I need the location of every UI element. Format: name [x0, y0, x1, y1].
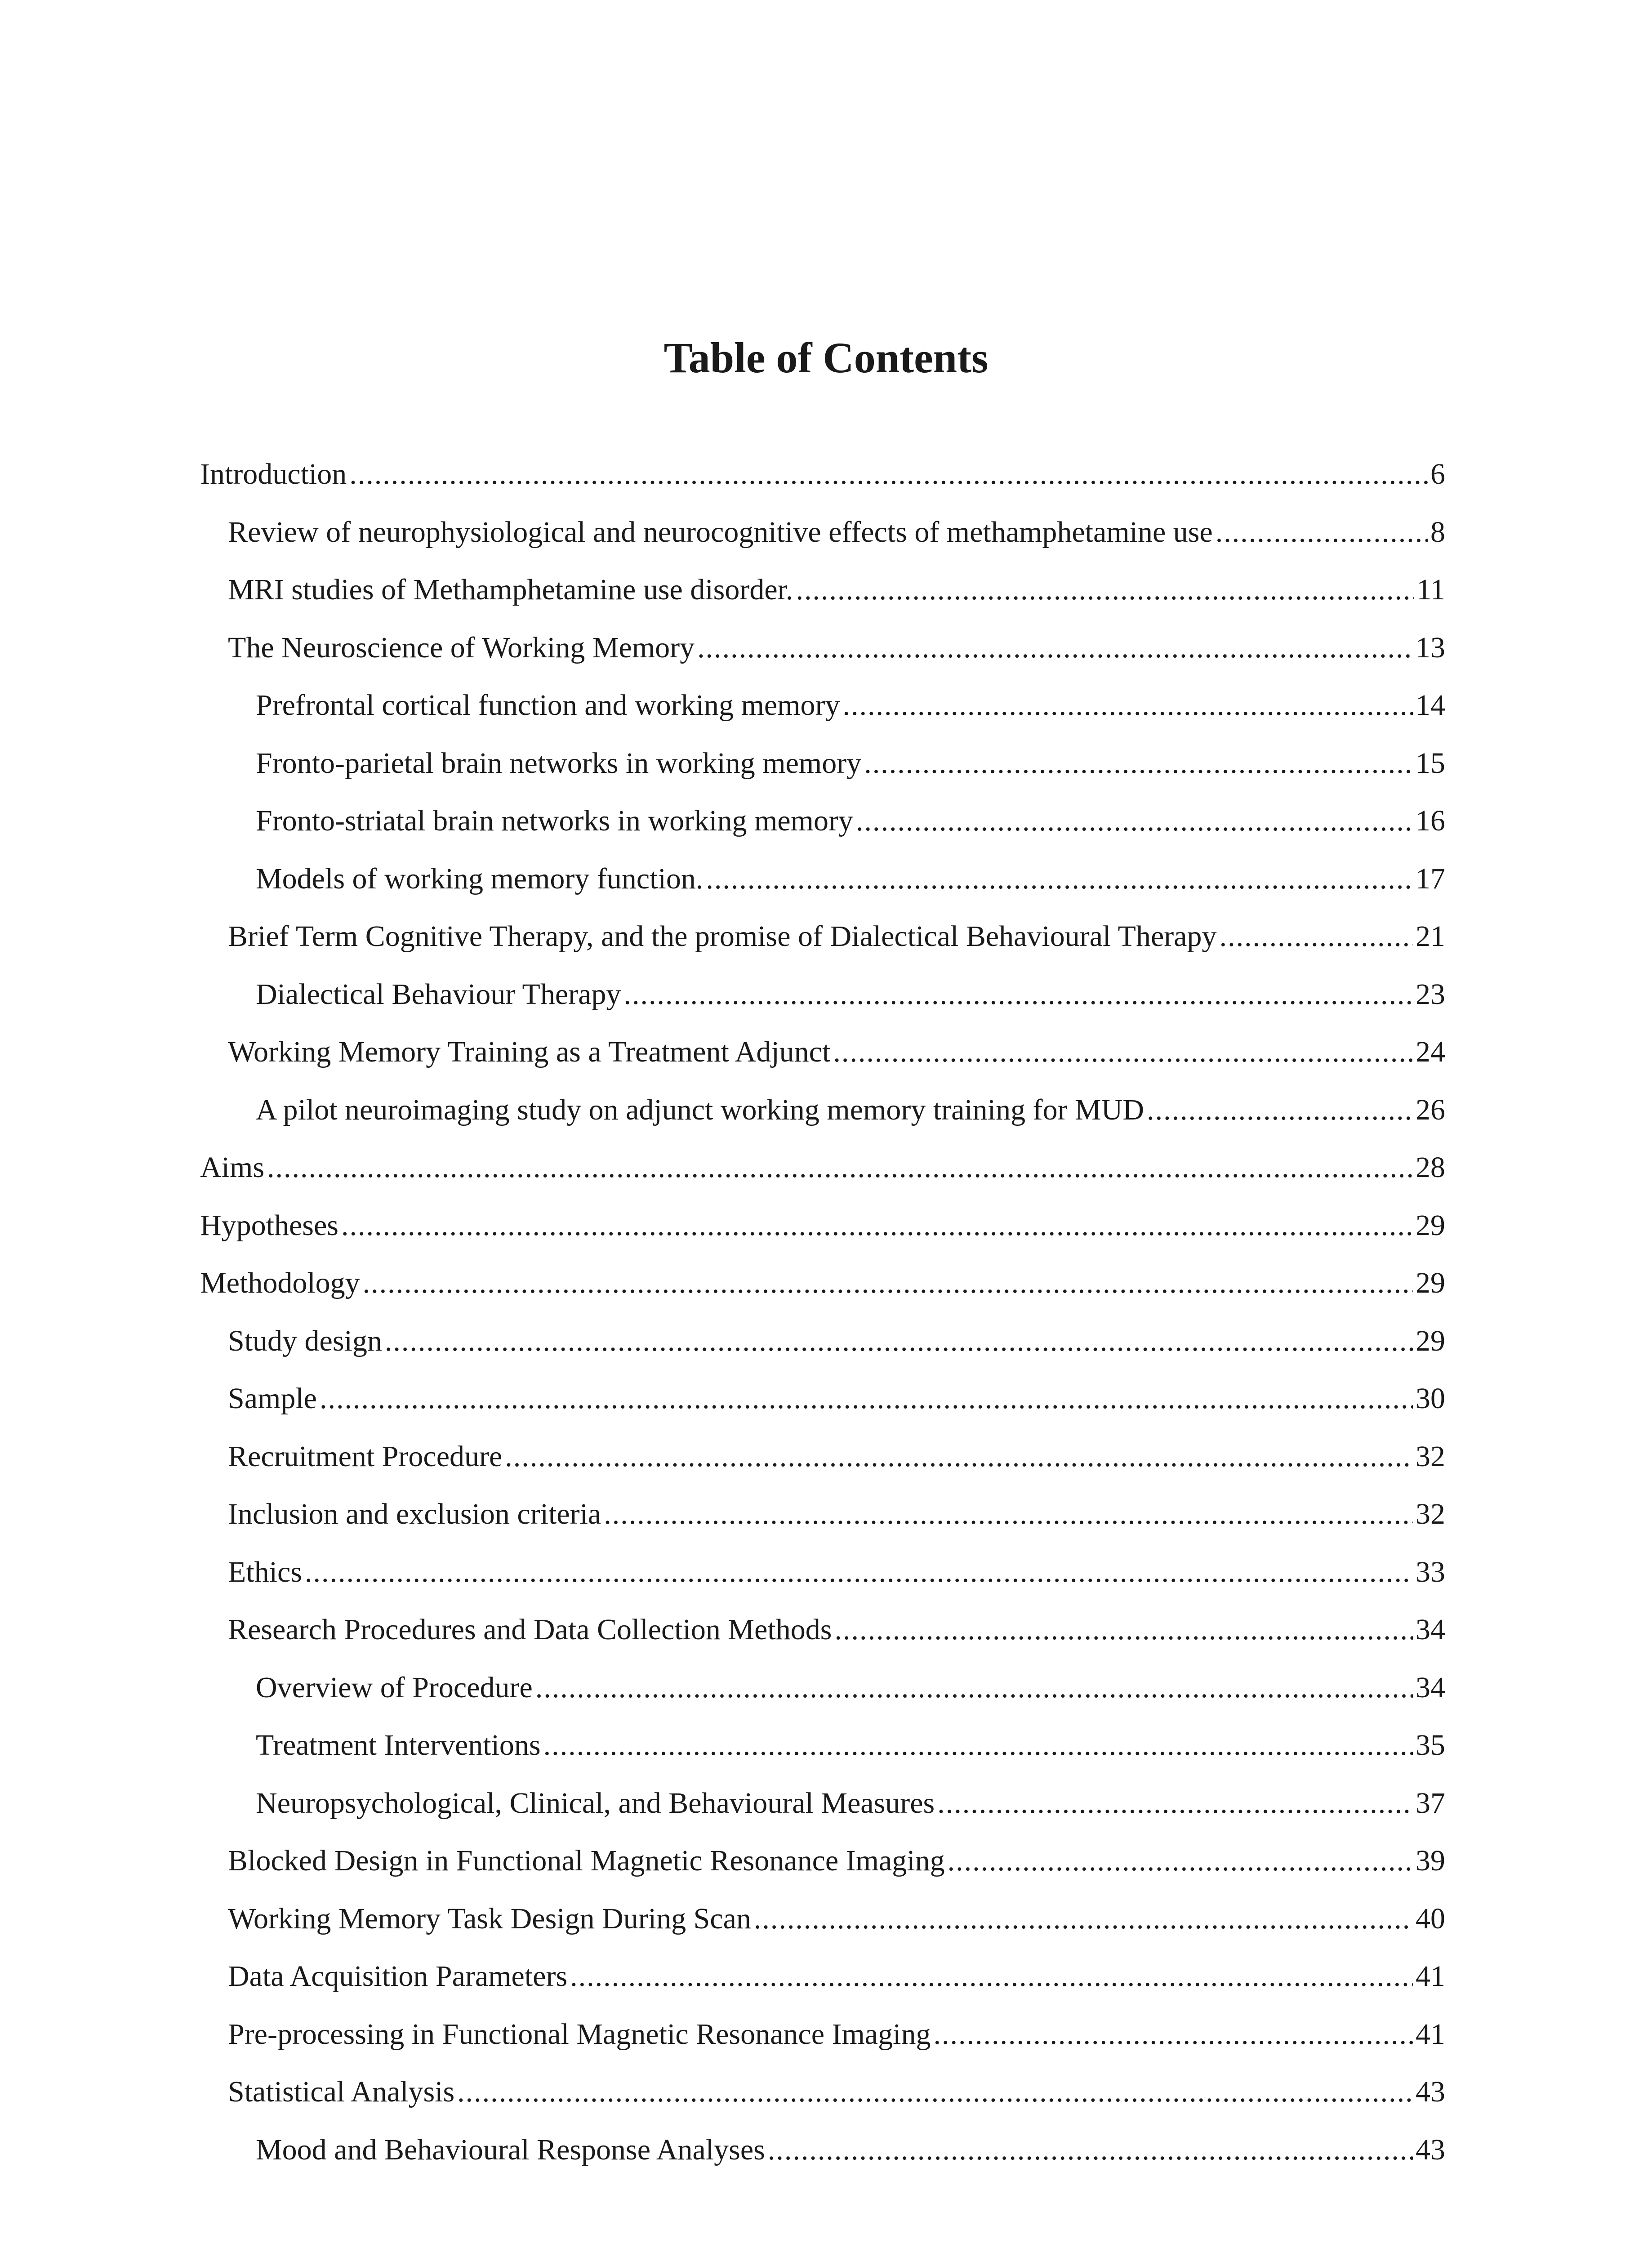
toc-entry[interactable] [200, 912, 1445, 970]
toc-entry-page-number: 39 [1416, 1844, 1445, 1877]
toc-entry-page-number: 23 [1416, 977, 1445, 1011]
toc-entry-page-number: 43 [1416, 2075, 1445, 2108]
toc-entry[interactable] [200, 796, 1445, 854]
toc-entry-page-number: 11 [1416, 573, 1445, 606]
toc-entry[interactable] [200, 1085, 1445, 1143]
toc-entry-page-number: 16 [1416, 804, 1445, 837]
toc-dot-leader [570, 1952, 1413, 2001]
toc-entry-label: Research Procedures and Data Collection Methods [228, 1613, 832, 1646]
toc-dot-leader [948, 1836, 1413, 1886]
toc-entry-label: Data Acquisition Parameters [228, 1960, 568, 1993]
toc-dot-leader [1147, 1085, 1413, 1135]
toc-entry[interactable] [200, 739, 1445, 797]
toc-entry-label: Introduction [200, 458, 347, 491]
toc-entry-page-number: 41 [1416, 1960, 1445, 1993]
toc-entry-page-number: 28 [1416, 1151, 1445, 1184]
toc-entry-label: Inclusion and exclusion criteria [228, 1498, 601, 1530]
toc-entry-label: Recruitment Procedure [228, 1440, 503, 1473]
toc-entry-label: Mood and Behavioural Response Analyses [256, 2133, 765, 2166]
toc-dot-leader [604, 1490, 1413, 1539]
toc-dot-leader [754, 1894, 1413, 1944]
toc-entry-page-number: 15 [1416, 746, 1445, 780]
toc-dot-leader [623, 970, 1413, 1019]
toc-entry-page-number: 35 [1416, 1729, 1445, 1762]
toc-entry-page-number: 40 [1416, 1902, 1445, 1935]
toc-entry[interactable] [200, 508, 1445, 566]
toc-entry-label: Treatment Interventions [256, 1729, 541, 1762]
toc-dot-leader [933, 2010, 1413, 2059]
toc-entry-page-number: 14 [1416, 689, 1445, 722]
toc-dot-leader [535, 1663, 1413, 1713]
toc-entry[interactable] [200, 1605, 1445, 1663]
toc-dot-leader [385, 1316, 1413, 1366]
toc-entry-label: Hypotheses [200, 1209, 338, 1242]
toc-entry[interactable] [200, 2067, 1445, 2125]
toc-entry-page-number: 33 [1416, 1555, 1445, 1588]
toc-entry-page-number: 32 [1416, 1498, 1445, 1530]
toc-entry-page-number: 29 [1416, 1209, 1445, 1242]
toc-dot-leader [341, 1201, 1413, 1250]
toc-entry[interactable] [200, 1201, 1445, 1259]
toc-entry-page-number: 34 [1416, 1671, 1445, 1704]
toc-entry-page-number: 29 [1416, 1267, 1445, 1299]
toc-entry[interactable] [200, 854, 1445, 912]
toc-entry-page-number: 34 [1416, 1613, 1445, 1646]
toc-dot-leader [834, 1605, 1413, 1655]
toc-dot-leader [320, 1374, 1413, 1423]
toc-dot-leader [842, 681, 1413, 730]
toc-entry-page-number: 13 [1416, 631, 1445, 664]
toc-entry[interactable] [200, 1027, 1445, 1085]
toc-entry[interactable] [200, 1663, 1445, 1721]
toc-entry[interactable] [200, 2125, 1445, 2183]
toc-entry-page-number: 6 [1430, 458, 1445, 491]
toc-dot-leader [706, 854, 1413, 904]
toc-dot-leader [796, 565, 1414, 615]
toc-entry[interactable] [200, 1721, 1445, 1779]
toc-dot-leader [505, 1432, 1413, 1481]
toc-entry-label: Working Memory Training as a Treatment Adjunct [228, 1035, 831, 1068]
toc-entry-label: Statistical Analysis [228, 2075, 455, 2108]
toc-entry-label: Brief Term Cognitive Therapy, and the promise of Dialectical Behavioural Therapy [228, 920, 1217, 953]
toc-entry-page-number: 8 [1430, 515, 1445, 549]
toc-entry-page-number: 24 [1416, 1035, 1445, 1068]
toc-entry-page-number: 26 [1416, 1093, 1445, 1126]
toc-entry-label: Methodology [200, 1267, 360, 1299]
toc-entry[interactable] [200, 1548, 1445, 1606]
toc-entry-label: Overview of Procedure [256, 1671, 533, 1704]
toc-entry-label: Neuropsychological, Clinical, and Behavioural Measures [256, 1786, 935, 1820]
toc-dot-leader [1216, 508, 1428, 557]
toc-entry[interactable] [200, 1952, 1445, 2010]
toc-entry-page-number: 32 [1416, 1440, 1445, 1473]
toc-entry-label: Prefrontal cortical function and working memory [256, 689, 840, 722]
toc-entry-label: Dialectical Behaviour Therapy [256, 977, 621, 1011]
toc-entry[interactable] [200, 1836, 1445, 1894]
page-title: Table of Contents [663, 334, 989, 382]
toc-entry-label: Sample [228, 1382, 317, 1415]
toc-entry-page-number: 41 [1416, 2017, 1445, 2051]
toc-entry-label: Ethics [228, 1555, 302, 1588]
toc-entry[interactable] [200, 681, 1445, 739]
toc-entry[interactable] [200, 1258, 1445, 1316]
toc-entry-label: MRI studies of Methamphetamine use disorder. [228, 573, 793, 606]
toc-entry-label: A pilot neuroimaging study on adjunct working memory training for MUD [256, 1093, 1144, 1126]
toc-entry-label: Fronto-parietal brain networks in working memory [256, 746, 862, 780]
toc-dot-leader [768, 2125, 1413, 2175]
table-of-contents [200, 450, 1445, 2183]
toc-entry-label: Review of neurophysiological and neurocognitive effects of methamphetamine use [228, 515, 1213, 549]
toc-dot-leader [543, 1721, 1413, 1770]
toc-entry-page-number: 29 [1416, 1324, 1445, 1357]
toc-entry[interactable] [200, 1374, 1445, 1432]
toc-dot-leader [1220, 912, 1413, 961]
toc-entry-label: Fronto-striatal brain networks in working memory [256, 804, 853, 837]
toc-entry[interactable] [200, 450, 1445, 508]
toc-entry-label: The Neuroscience of Working Memory [228, 631, 695, 664]
toc-entry-label: Models of working memory function. [256, 862, 704, 895]
toc-dot-leader [305, 1548, 1413, 1597]
toc-entry[interactable] [200, 1316, 1445, 1374]
toc-entry-label: Blocked Design in Functional Magnetic Resonance Imaging [228, 1844, 945, 1877]
toc-dot-leader [349, 450, 1428, 499]
toc-entry[interactable] [200, 2010, 1445, 2068]
toc-dot-leader [363, 1258, 1413, 1308]
toc-dot-leader [856, 796, 1413, 846]
toc-dot-leader [937, 1779, 1413, 1828]
toc-dot-leader [864, 739, 1413, 788]
toc-entry[interactable] [200, 1143, 1445, 1201]
toc-entry-label: Study design [228, 1324, 382, 1357]
toc-entry[interactable] [200, 1490, 1445, 1548]
toc-entry-label: Pre-processing in Functional Magnetic Resonance Imaging [228, 2017, 931, 2051]
toc-entry[interactable] [200, 970, 1445, 1028]
toc-dot-leader [833, 1027, 1413, 1077]
toc-entry[interactable] [200, 565, 1445, 623]
toc-entry[interactable] [200, 1779, 1445, 1837]
toc-entry-label: Aims [200, 1151, 265, 1184]
toc-entry[interactable] [200, 623, 1445, 681]
toc-entry-page-number: 30 [1416, 1382, 1445, 1415]
toc-dot-leader [267, 1143, 1413, 1192]
toc-dot-leader [697, 623, 1413, 673]
toc-entry[interactable] [200, 1894, 1445, 1952]
toc-entry-label: Working Memory Task Design During Scan [228, 1902, 751, 1935]
toc-dot-leader [457, 2067, 1413, 2117]
toc-entry-page-number: 17 [1416, 862, 1445, 895]
toc-entry-page-number: 21 [1416, 920, 1445, 953]
toc-entry-page-number: 43 [1416, 2133, 1445, 2166]
toc-entry[interactable] [200, 1432, 1445, 1490]
toc-entry-page-number: 37 [1416, 1786, 1445, 1820]
